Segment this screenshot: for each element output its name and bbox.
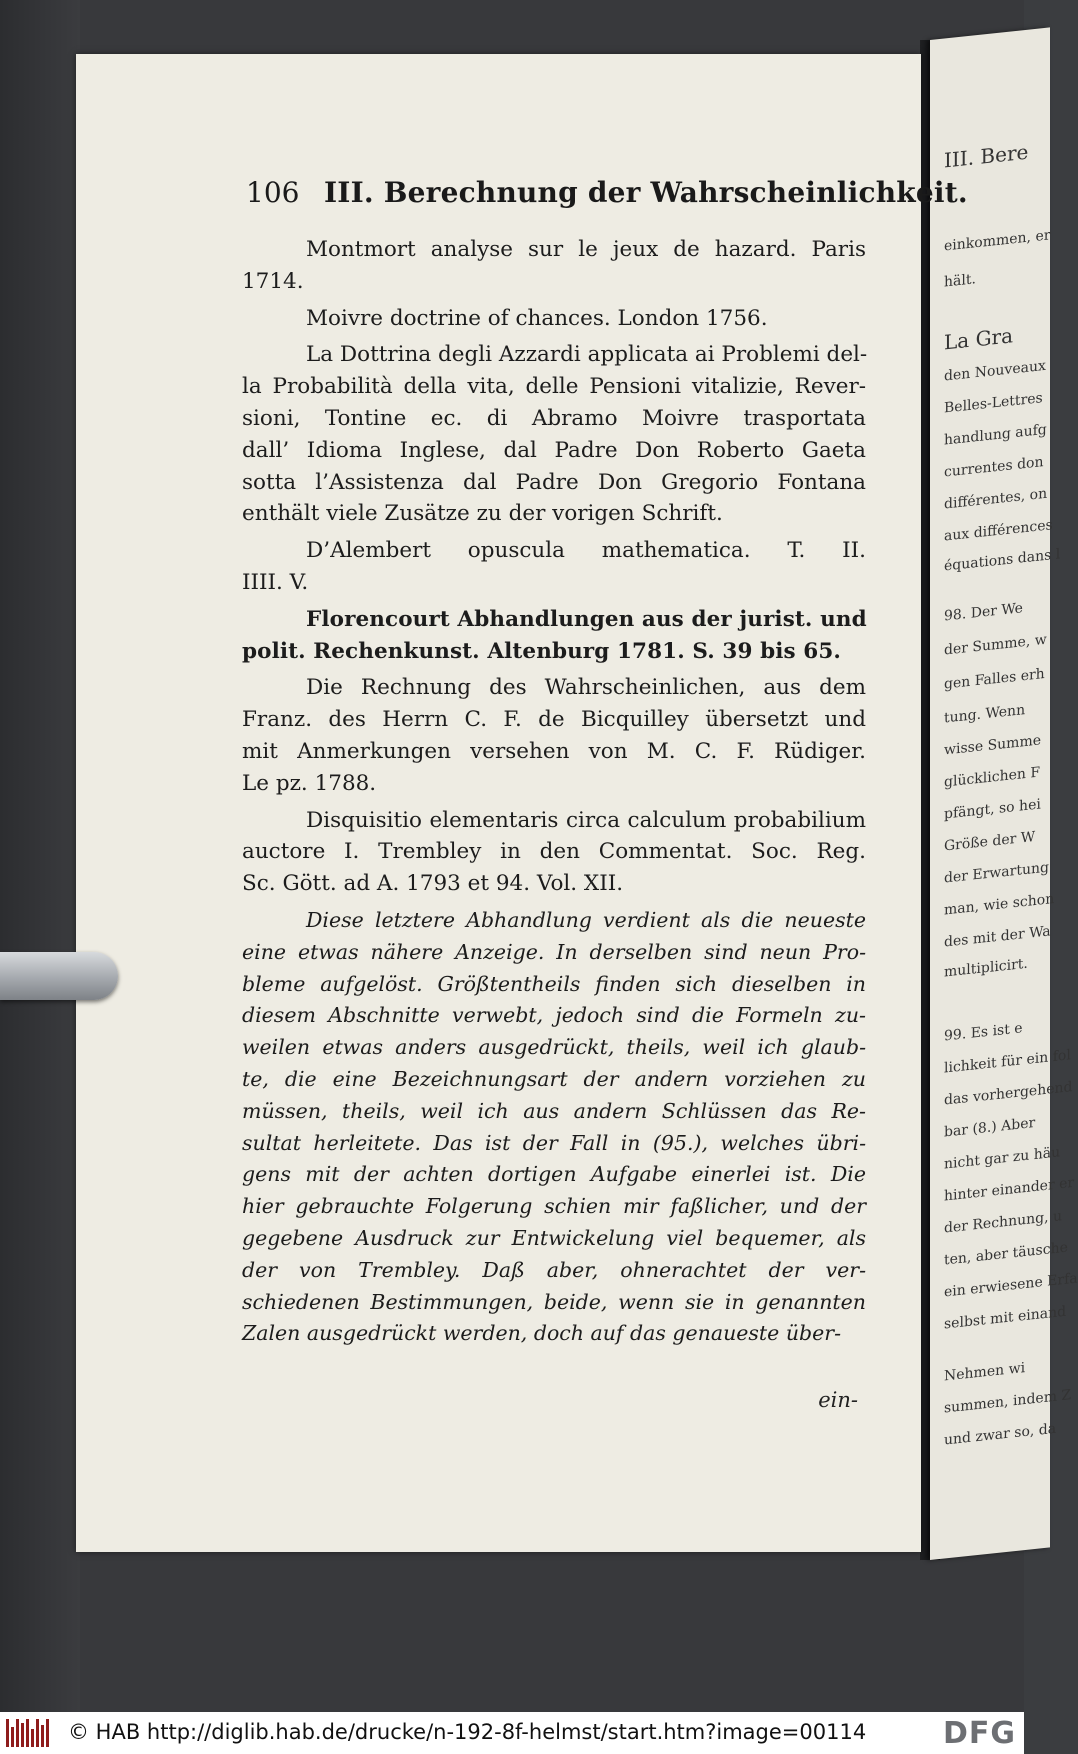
viewer-footer	[0, 1712, 1024, 1754]
paragraph	[242, 604, 866, 668]
page-body	[242, 234, 866, 1355]
facing-page-text: summen, indem Z	[944, 1387, 1072, 1417]
text-line: sultat herleitete. Das ist der Fall in (95.), welches übri-	[242, 1130, 866, 1155]
facing-page-text: einkommen, er	[944, 227, 1051, 255]
paragraph	[242, 234, 866, 298]
facing-page-text: selbst mit einand	[944, 1303, 1067, 1333]
text-line: gegebene Ausdruck zur Entwickelung viel bequemer, als	[242, 1225, 866, 1250]
text-line: bleme aufgelöst. Größtentheils finden sich dieselben in	[242, 971, 866, 996]
logo-bar	[11, 1727, 14, 1747]
logo-bar	[36, 1719, 39, 1747]
page-number: 106	[246, 176, 300, 209]
facing-page-text: currentes don	[944, 454, 1044, 481]
facing-page-text: der Rechnung, u	[944, 1208, 1063, 1237]
facing-page-text: aux différences	[944, 517, 1053, 545]
facing-page-text: III. Bere	[944, 139, 1029, 173]
facing-page-text: 99. Es ist e	[944, 1020, 1023, 1045]
facing-page-text: différentes, on	[944, 485, 1048, 513]
facing-page-text: des mit der Wa	[944, 923, 1051, 951]
text-line: schiedenen Bestimmungen, beide, wenn sie in genannten	[242, 1289, 866, 1314]
paragraph	[242, 672, 866, 799]
facing-page-text: équations dans l	[944, 546, 1061, 575]
facing-page-text: pfängt, so hei	[944, 796, 1041, 823]
text-line: Le pz. 1788.	[242, 770, 377, 796]
hab-logo-icon	[6, 1719, 54, 1747]
left-background	[0, 0, 80, 1712]
text-line: la Probabilità della vita, delle Pensioni vitalizie, Rever-	[242, 374, 866, 400]
facing-page-text: tung. Wenn	[944, 702, 1026, 727]
text-line: Sc. Gött. ad A. 1793 et 94. Vol. XII.	[242, 871, 624, 897]
logo-bar	[16, 1719, 19, 1747]
paragraph	[242, 805, 866, 900]
facing-page-text: der Summe, w	[944, 631, 1047, 659]
text-line: Die Rechnung des Wahrscheinlichen, aus dem	[306, 675, 866, 701]
facing-page-text: 98. Der We	[944, 600, 1023, 625]
text-line: eine etwas nähere Anzeige. In derselben sind neun Pro-	[242, 939, 866, 964]
paragraph	[242, 535, 866, 599]
facing-page-text: der Erwartung	[944, 859, 1049, 887]
facing-page-text: wisse Summe	[944, 732, 1042, 759]
book-page	[76, 54, 968, 1552]
text-line: hier gebrauchte Folgerung schien mir faßlicher, und der	[242, 1194, 866, 1219]
text-line: enthält viele Zusätze zu der vorigen Schrift.	[242, 501, 723, 527]
text-line: müssen, theils, weil ich aus andern Schlüssen das Re-	[242, 1098, 866, 1123]
text-line: IIII. V.	[242, 569, 309, 595]
page-holder-clip	[0, 930, 140, 1020]
facing-page-text: La Gra	[944, 323, 1014, 355]
logo-bar	[31, 1729, 34, 1747]
paragraph	[242, 339, 866, 530]
facing-page-text: und zwar so, da	[944, 1420, 1057, 1449]
facing-page-text: Nehmen wi	[944, 1360, 1026, 1385]
text-line: dall’ Idioma Inglese, dal Padre Don Roberto Gaeta	[242, 437, 866, 463]
facing-page-text: man, wie schon	[944, 890, 1055, 919]
facing-page-text: hinter einander er	[944, 1174, 1075, 1205]
text-line: 1714.	[242, 268, 304, 294]
facing-page-text: Größe der W	[944, 828, 1036, 855]
running-title: III. Berechnung der Wahrscheinlichkeit.	[324, 176, 968, 209]
facing-page-text: multiplicirt.	[944, 955, 1028, 981]
text-line: Moivre doctrine of chances. London 1756.	[306, 305, 768, 331]
text-line: Montmort analyse sur le jeux de hazard. Paris	[306, 237, 866, 262]
logo-bar	[41, 1725, 44, 1747]
facing-page-text: nicht gar zu häu	[944, 1144, 1061, 1173]
logo-bar	[46, 1719, 49, 1747]
facing-page-text: ten, aber täusche	[944, 1239, 1068, 1269]
clip-blade	[0, 952, 118, 1000]
paragraph	[242, 905, 866, 1350]
facing-page-fragment	[930, 27, 1078, 1560]
facing-page-text: den Nouveaux	[944, 357, 1046, 385]
text-line: sotta l’Assistenza dal Padre Don Gregorio Fontana	[242, 469, 866, 495]
logo-bar	[21, 1723, 24, 1747]
page-header	[246, 176, 968, 216]
logo-bar	[6, 1719, 9, 1747]
text-line: Diese letztere Abhandlung verdient als die neueste	[306, 907, 866, 932]
facing-page-text: lichkeit für ein fol	[944, 1047, 1071, 1077]
facing-page-text: hält.	[944, 271, 976, 291]
text-line: der von Trembley. Daß aber, ohnerachtet der ver-	[242, 1257, 866, 1282]
facing-page-text: Belles-Lettres	[944, 390, 1043, 417]
source-url[interactable]: © HAB http://diglib.hab.de/drucke/n-192-8f-helmst/start.htm?image=00114	[68, 1720, 867, 1744]
text-line: Disquisitio elementaris circa calculum probabilium	[306, 807, 866, 833]
text-line: sioni, Tontine ec. di Abramo Moivre trasportata	[242, 405, 866, 431]
text-line: Franz. des Herrn C. F. de Bicquilley übersetzt und	[242, 707, 866, 733]
text-line: mit Anmerkungen versehen von M. C. F. Rüdiger.	[242, 738, 866, 764]
text-line: Zalen ausgedrückt werden, doch auf das genaueste über-	[242, 1321, 842, 1346]
text-line: te, die eine Bezeichnungsart der andern vorziehen zu	[242, 1066, 866, 1091]
text-line: D’Alembert opuscula mathematica. T. II.	[306, 538, 866, 564]
text-line: polit. Rechenkunst. Altenburg 1781. S. 39 bis 65.	[242, 638, 841, 664]
logo-bar	[26, 1719, 29, 1747]
text-line: auctore I. Trembley in den Commentat. Soc. Reg.	[242, 839, 866, 865]
text-line: weilen etwas anders ausgedrückt, theils, weil ich glaub-	[242, 1035, 866, 1060]
facing-page-text: glücklichen F	[944, 764, 1041, 791]
facing-page-text: bar (8.) Aber	[944, 1114, 1036, 1141]
paragraph	[242, 303, 866, 335]
dfg-logo: DFG	[942, 1716, 1016, 1751]
facing-page-text: ein erwiesene Erfa	[944, 1270, 1078, 1301]
text-line: diesem Abschnitte verwebt, jedoch sind die Formeln zu-	[242, 1003, 866, 1028]
text-line: La Dottrina degli Azzardi applicata ai Problemi del-	[306, 342, 868, 368]
text-line: gens mit der achten dortigen Aufgabe einerlei ist. Die	[242, 1162, 866, 1187]
facing-page-text: gen Falles erh	[944, 665, 1045, 693]
facing-page-text: handlung aufg	[944, 421, 1047, 449]
catchword: ein-	[818, 1388, 858, 1412]
facing-page-text: das vorhergehend	[944, 1079, 1073, 1109]
text-line: Florencourt Abhandlungen aus der jurist. und	[306, 606, 867, 632]
